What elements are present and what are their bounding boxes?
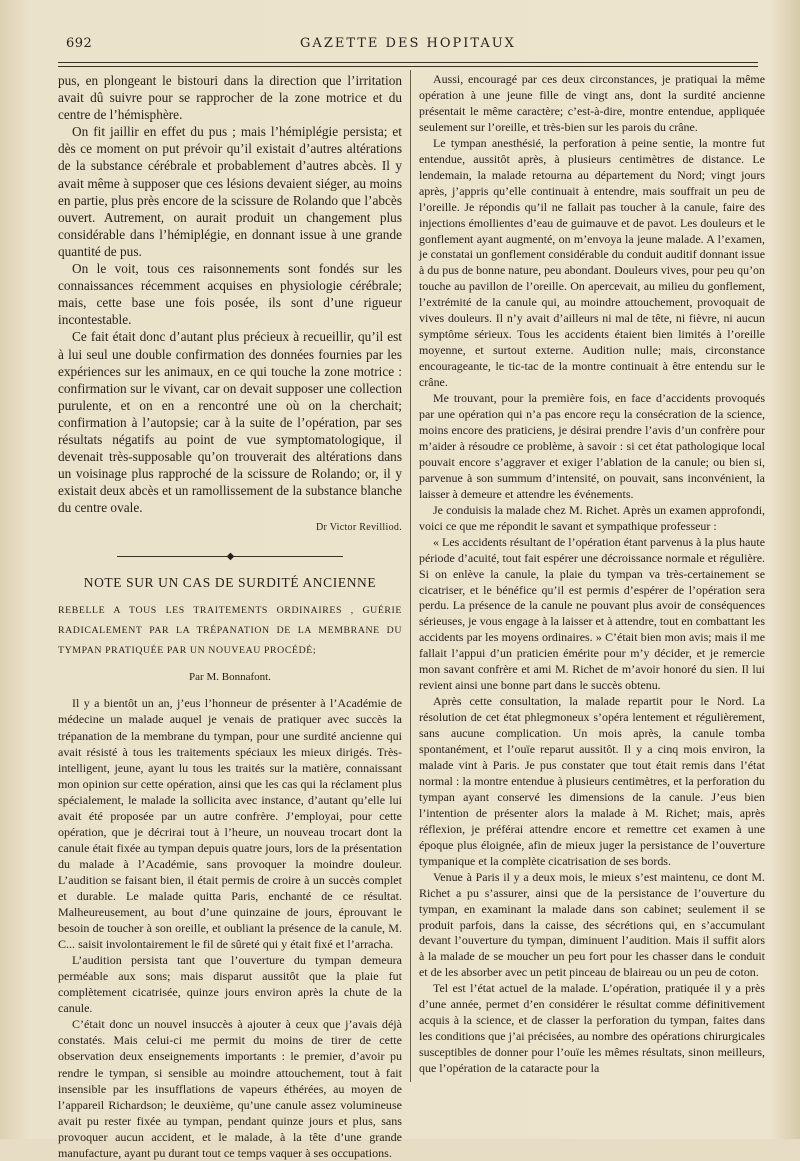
page-header (58, 30, 758, 60)
right-column (419, 72, 765, 1077)
separator-line (233, 556, 343, 557)
separator-line (117, 556, 227, 557)
paragraph: Ce fait était donc d’autant plus précieux à recueillir, qu’il est à lui seul une double confirmation des données fournies par les expériences sur les animaux, en ce qui touche la zone motrice : confirmation sur le vivant, car on devait supposer une collection purulente, et on en a rencontré une où on la cherchait; confirmation à l’autopsie; car à la suite de l’opération, par ses résultats négatifs au point de vue symptomatologique, il devenait très-supposable qu’on trouverait des altérations dans un voisinage plus rapproché de la scissure de Rolando; or, il y existait deux abcès et un ramollissement de la substance blanche du centre ovale. (58, 329, 402, 516)
left-column (58, 72, 402, 1161)
previous-article-end (58, 72, 402, 537)
running-title: GAZETTE DES HOPITAUX (300, 36, 516, 51)
paragraph: Je conduisis la malade chez M. Richet. Après un examen approfondi, voici ce que me répondit le savant et sympathique professeur : (419, 502, 765, 533)
paragraph: Le tympan anesthésié, la perforation à peine sentie, la montre fut entendue, aussitôt après, à plusieurs centimètres de distance. Le lendemain, la malade retourna au département du Nord; vingt jours après, j’appris qu’elle continuait à entendre, mais souffrait un peu de l’oreille. Je répondis qu’il ne fallait pas toucher à la canule, faire des injections émollientes d’eau de guimauve et de pavot. Les douleurs et le gonflement ayant augmenté, on m’envoya la jeune malade. A l’examen, je constatai un gonflement considérable du conduit auditif donnant issue à du pus de bonne nature, peu abondant. Douleurs vives, pour peu qu’on touche au pavillon de l’oreille. On apercevait, au milieu du gonflement, l’extrémité de la canule qui, au moindre attouchement, provoquait de vives douleurs. Il n’y avait d’ailleurs ni mal de tête, ni fièvre, ni aucun symptôme sérieux. Tous les accidents étaient bien limités à l’oreille moyenne, et surtout externe. Audition nulle; mais, circonstance encourageante, le tic-tac de la montre continuait à être entendu sur le crâne. (419, 135, 765, 390)
section-separator (58, 549, 402, 566)
paragraph: « Les accidents résultant de l’opération étant parvenus à la plus haute période d’acuité, tout fait espérer une décroissance normale et régulière. Si on enlève la canule, la plaie du tympan va très-certainement se cicatriser, et le bénéfice qu’il est permis d’espérer de l’opération sera perdu. La présence de la canule ne pouvant plus avoir de conséquences sérieuses, je vous engage à la laisser et à attendre, tout en combattant les accidents par les moyens ordinaires. » C’était bien mon avis; mais il me fallait l’appui d’un praticien émérite pour m’y décider, et je remercie mon savant confrère et ami M. Richet de m’avoir honoré du sien. Il lui revient ainsi une bonne part dans le succès obtenu. (419, 534, 765, 693)
article-title: NOTE SUR UN CAS DE SURDITÉ ANCIENNE (83, 575, 377, 591)
article-author: Par M. Bonnafont. (189, 670, 271, 683)
paragraph: Me trouvant, pour la première fois, en face d’accidents provoqués par une opération qui n’a pas encore reçu la consécration de la science, moins encore des praticiens, je désirai prendre l’avis d’un confrère pour m’aider à résoudre ce problème, à savoir : si cet état pathologique local pouvait encore s’aggraver et exiger l’ablation de la canule; ou bien si, parvenue à son summum d’intensité, on pouvait, sans inconvénient, la laisser à demeure et attendre les événements. (419, 391, 765, 501)
article-body-left (58, 695, 402, 1160)
paragraph: Tel est l’état actuel de la malade. L’opération, pratiquée il y a près d’une année, permet d’en considérer le résultat comme définitivement acquis à la science, et de classer la perforation du tympan, faites dans les conditions que j’ai précisées, au nombre des opérations chirurgicales susceptibles de donner pour l’ouïe les mêmes résultats, sinon meilleurs, que l’opération de la cataracte pour la (419, 981, 765, 1076)
paragraph: Il y a bientôt un an, j’eus l’honneur de présenter à l’Académie de médecine un malade auquel je venais de pratiquer avec succès la trépanation de la membrane du tympan, pour une surdité ancienne qui avait résisté à tous les traitements spéciaux les mieux dirigés. Très-intelligent, jeune, ayant lu tous les traités sur la matière, connaissant mon opinion sur cette opération, ainsi que les cas qui la réclament plus spécialement, le malade la sollicita avec instance, d’autant qu’elle lui avait été proposée par un autre confrère. J’employai, pour cette opération, que je décrirai tout à l’heure, un nouveau trocart dont la canule était fixée au tympan depuis quatre jours, lors de la présentation du malade à l’Académie, sans provoquer la moindre douleur. L’audition se faisant bien, il était permis de croire à un succès complet et durable. Le malade quitta Paris, enchanté de ce résultat. Malheureusement, au bout d’une quinzaine de jours, éprouvant le besoin de toucher à son oreille, et oubliant la présence de la canule, M. C... saisit involontairement le fil de sûreté qui y était fixé et l’arracha. (58, 696, 402, 952)
paragraph: On le voit, tous ces raisonnements sont fondés sur les connaissances récemment acquises en physiologie cérébrale; mais, cette base une fois posée, ils sont d’une rigueur incontestable. (58, 261, 402, 328)
paragraph: Après cette consultation, la malade repartit pour le Nord. La résolution de cet état phlegmoneux s’opéra lentement et régulièrement, sans aucune complication. Un mois après, la canule tomba spontanément, et l’ouïe reparut aussitôt. Il y a cinq mois environ, la malade vint à Paris. Je pus constater que tout était remis dans l’état normal : la montre entendue à plusieurs centimètres, et la perforation du tympan ayant conservé les dimensions de la canule. J’eus bien l’intention de présenter alors la malade à M. Richet; mais, après réflexion, je préférai attendre encore et remettre cet examen à une époque plus éloignée, afin de mieux juger la persistance de l’ouverture tympanique et la complète cicatrisation de ses bords. (419, 694, 765, 868)
page-number: 692 (66, 36, 93, 51)
paragraph: Venue à Paris il y a deux mois, le mieux s’est maintenu, ce dont M. Richet a pu s’assurer, ainsi que de la persistance de l’ouverture du tympan, en examinant la malade dans son cabinet; seulement il se produit parfois, dans la caisse, des sécrétions qui, en s’accumulant devant l’ouverture du tympan, diminuent l’audition. Mais il suffit alors à la malade de se moucher un peu fort pour les chasser dans le conduit et de les absorber avec un petit pinceau de blaireau ou un peu de coton. (419, 869, 765, 980)
paragraph: L’audition persista tant que l’ouverture du tympan demeura perméable aux sons; mais disparut aussitôt que la plaie fut complètement cicatrisée, quinze jours environ après la chute de la canule. (58, 953, 402, 1016)
paragraph: Aussi, encouragé par ces deux circonstances, je pratiquai la même opération à une jeune fille de vingt ans, dont la surdité ancienne présentait le même caractère; c’est-à-dire, montre entendue, appliquée seulement sur l’oreille, et très-bien sur les parois du crâne. (419, 72, 765, 134)
signature: Dr Victor Revilliod. (315, 522, 402, 534)
diamond-icon: ◆ (226, 550, 234, 562)
paragraph: pus, en plongeant le bistouri dans la direction que l’irritation avait dû suivre pour se rapprocher de la zone motrice et du centre de l’hémisphère. (58, 73, 402, 123)
paragraph: On fit jaillir en effet du pus ; mais l’hémiplégie persista; et dès ce moment on put prévoir qu’il existait d’autres altérations de la substance cérébrale et probablement d’autres abcès. Il y avait même à supposer que ces lésions devaient siéger, au moins en partie, plus près encore de la scissure de Rolando que l’abcès ouvert. Autrement, on aurait produit un changement plus considérable dans l’hémiplégie, en donnant issue à une grande quantité de pus. (58, 124, 402, 259)
paragraph: C’était donc un nouvel insuccès à ajouter à ceux que j’avais déjà constatés. Mais celui-ci me permit du moins de tirer de cette observation deux enseignements importants : le premier, d’avoir pu rendre le tympan, si sensible au moindre attouchement, tout à fait insensible par les insufflations de vapeurs éthérées, au moyen de l’appareil Richardson; le deuxième, qu’une canule assez volumineuse avait pu rester fixée au tympan, pendant quinze jours et plus, sans provoquer aucun accident, et le malade, à la tête d’une grande manufacture, ayant pu durant tout ce temps vaquer à ses occupations. (58, 1017, 402, 1160)
header-rule (58, 62, 758, 67)
column-divider (410, 70, 411, 1082)
article-subtitle: REBELLE A TOUS LES TRAITEMENTS ORDINAIRES , GUÉRIE RADICALEMENT PAR LA TRÉPANATION DE LA MEMBRANE DU TYMPAN PRATIQUÉE PAR UN NOUVEAU PROCÉDÉ; (58, 604, 402, 656)
